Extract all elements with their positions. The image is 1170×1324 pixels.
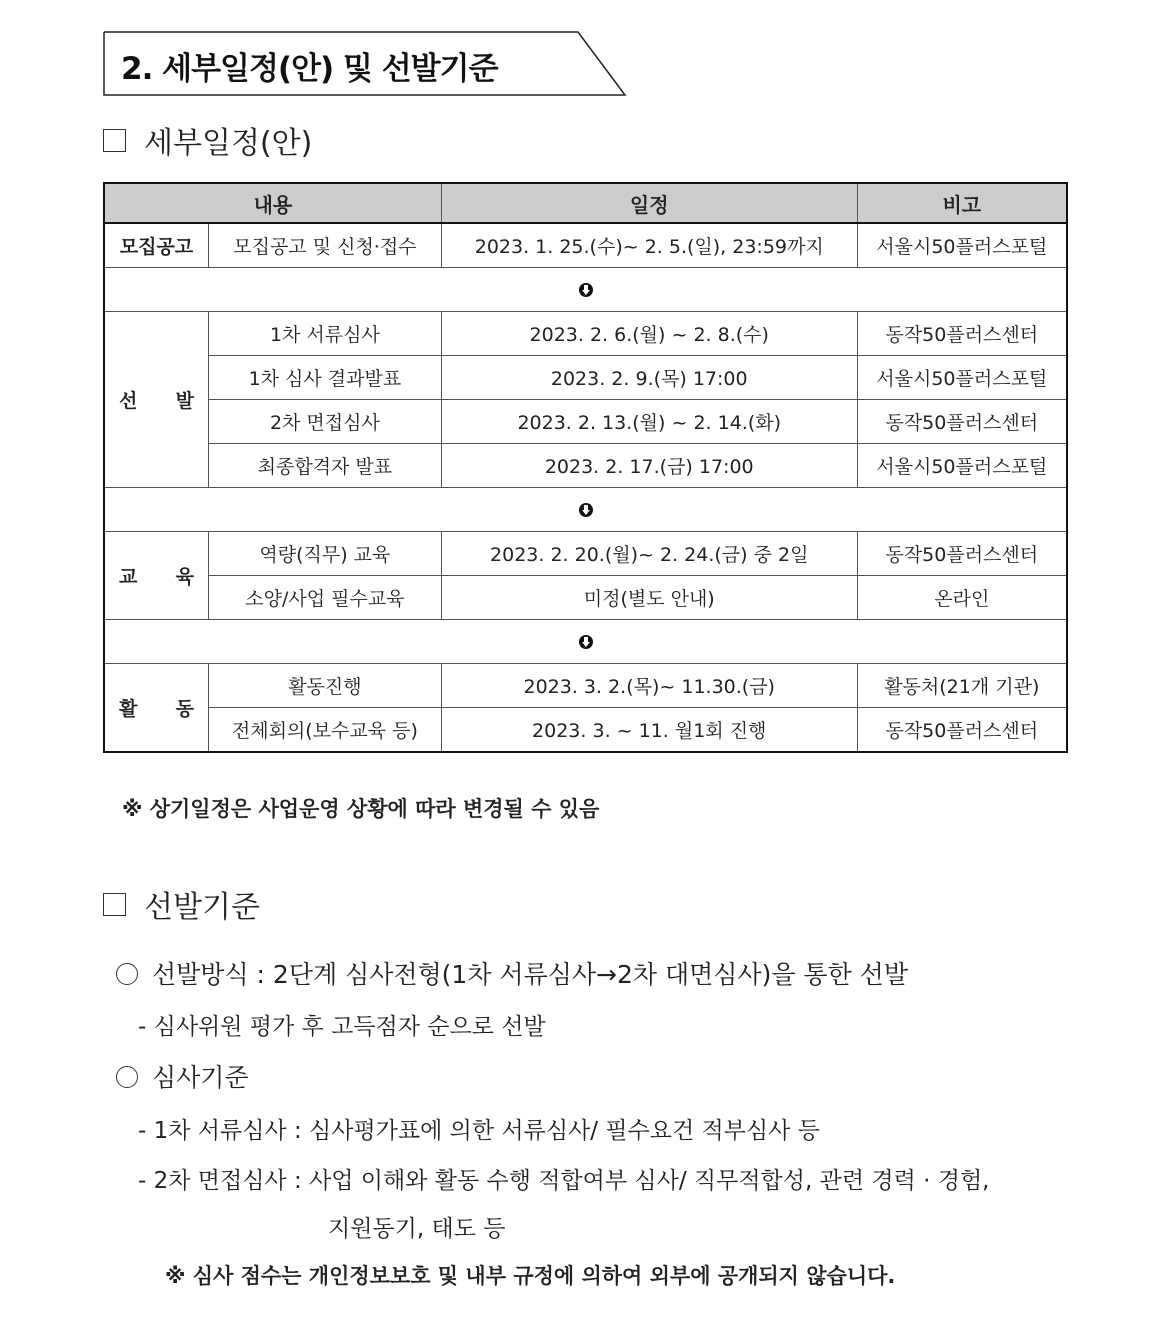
table-row [104,532,1067,576]
arrow-row [104,488,1067,532]
header-schedule: 일정 [441,183,857,223]
item-cell: 1차 심사 결과발표 [208,356,441,400]
note-cell: 온라인 [857,576,1067,620]
note-cell: 동작50플러스센터 [857,312,1067,356]
item-cell: 2차 면접심사 [208,400,441,444]
date-cell: 2023. 2. 20.(월)~ 2. 24.(금) 중 2일 [441,532,857,576]
table-row [104,356,1067,400]
criteria-heading [103,882,260,926]
criteria-document-review: - 1차 서류심사 : 심사평가표에 의한 서류심사/ 필수요건 적부심사 등 [138,1118,820,1144]
table-row [104,444,1067,488]
date-cell: 2023. 2. 6.(월) ~ 2. 8.(수) [441,312,857,356]
header-remarks: 비고 [857,183,1067,223]
date-cell: 2023. 2. 13.(월) ~ 2. 14.(화) [441,400,857,444]
note-cell: 동작50플러스센터 [857,708,1067,753]
arrow-row [104,620,1067,664]
item-cell: 소양/사업 필수교육 [208,576,441,620]
category-selection: 선 발 [104,312,208,488]
evaluation-criteria: 심사기준 [116,1058,249,1094]
date-cell: 2023. 3. 2.(목)~ 11.30.(금) [441,664,857,708]
category-education: 교 육 [104,532,208,620]
item-cell: 최종합격자 발표 [208,444,441,488]
arrow-row [104,268,1067,312]
category-activity: 활 동 [104,664,208,753]
table-row [104,576,1067,620]
table-header-row [104,183,1067,223]
down-arrow-circle-icon [579,635,593,649]
criteria-interview-cont: 지원동기, 태도 등 [328,1216,506,1242]
item-cell: 모집공고 및 신청·접수 [208,223,441,268]
circle-bullet-icon [116,1066,138,1088]
section-title-box [103,31,625,95]
item-cell: 전체회의(보수교육 등) [208,708,441,753]
header-content: 내용 [104,183,441,223]
schedule-heading-text: 세부일정(안) [144,126,313,161]
selection-method-sub: - 심사위원 평가 후 고득점자 순으로 선발 [138,1014,546,1040]
table-row [104,664,1067,708]
note-cell: 동작50플러스센터 [857,532,1067,576]
date-cell: 미정(별도 안내) [441,576,857,620]
date-cell: 2023. 2. 9.(목) 17:00 [441,356,857,400]
selection-method: 선발방식 : 2단계 심사전형(1차 서류심사→2차 대면심사)을 통한 선발 [116,955,908,991]
criteria-heading-text: 선발기준 [144,890,260,925]
item-cell: 1차 서류심사 [208,312,441,356]
square-bullet-icon [103,893,126,916]
note-cell: 활동처(21개 기관) [857,664,1067,708]
schedule-footnote: ※ 상기일정은 사업운영 상황에 따라 변경될 수 있음 [122,797,600,821]
table-row [104,223,1067,268]
note-cell: 서울시50플러스포털 [857,223,1067,268]
criteria-footnote: ※ 심사 점수는 개인정보보호 및 내부 규정에 의하여 외부에 공개되지 않습니다. [165,1264,896,1288]
note-cell: 서울시50플러스포털 [857,356,1067,400]
date-cell: 2023. 3. ~ 11. 월1회 진행 [441,708,857,753]
square-bullet-icon [103,129,126,152]
criteria-interview: - 2차 면접심사 : 사업 이해와 활동 수행 적합여부 심사/ 직무적합성, 관련 경력 · 경험, [138,1168,990,1194]
schedule-heading [103,118,312,162]
item-cell: 역량(직무) 교육 [208,532,441,576]
category-recruit: 모집공고 [104,223,208,268]
down-arrow-circle-icon [579,503,593,517]
page-title: 2. 세부일정(안) 및 선발기준 [121,51,498,87]
down-arrow-circle-icon [579,283,593,297]
date-cell: 2023. 2. 17.(금) 17:00 [441,444,857,488]
schedule-table [103,182,1068,753]
table-row [104,708,1067,753]
date-cell: 2023. 1. 25.(수)~ 2. 5.(일), 23:59까지 [441,223,857,268]
note-cell: 동작50플러스센터 [857,400,1067,444]
item-cell: 활동진행 [208,664,441,708]
note-cell: 서울시50플러스포털 [857,444,1067,488]
circle-bullet-icon [116,963,138,985]
table-row [104,400,1067,444]
table-row [104,312,1067,356]
